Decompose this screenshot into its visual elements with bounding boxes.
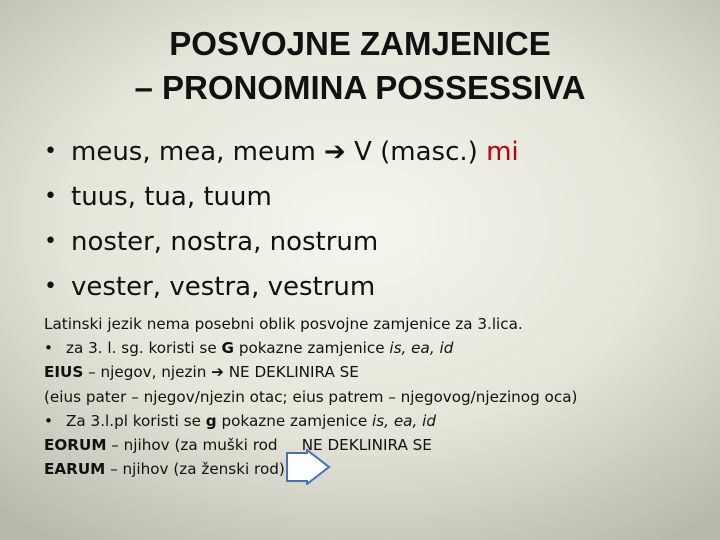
- notes-eius: EIUS – njegov, njezin ➔ NE DEKLINIRA SE: [44, 363, 359, 382]
- list-item: [44, 177, 519, 222]
- list-item: [44, 132, 519, 177]
- list-item-text: tuus, tua, tuum: [71, 182, 272, 212]
- list-item-text: noster, nostra, nostrum: [71, 227, 379, 257]
- notes-eorum: EORUM – njihov (za muški rod NE DEKLINIRA SE: [44, 436, 432, 455]
- list-item-text: meus, mea, meum ➔ V (masc.): [71, 137, 487, 167]
- notes-example: (eius pater – njegov/njezin otac; eius patrem – njegovog/njezinog oca): [44, 387, 578, 406]
- notes-plural-rule: • Za 3.l.pl koristi se g pokazne zamjenice is, ea, id: [44, 409, 604, 433]
- bullet-icon: •: [44, 274, 57, 299]
- bullet-icon: •: [44, 339, 53, 358]
- bullet-icon: •: [44, 139, 57, 164]
- notes-singular-rule: • za 3. l. sg. koristi se G pokazne zamjenice is, ea, id: [44, 336, 604, 360]
- list-item: [44, 267, 519, 312]
- notes-intro: Latinski jezik nema posebni oblik posvojne zamjenice za 3.lica.: [44, 315, 523, 333]
- list-item-text: vester, vestra, vestrum: [71, 272, 376, 302]
- bullet-icon: •: [44, 411, 53, 430]
- notes-earum: EARUM – njihov (za ženski rod): [44, 460, 285, 479]
- title-line-1: POSVOJNE ZAMJENICE: [169, 25, 551, 62]
- bullet-icon: •: [44, 229, 57, 254]
- list-item: [44, 222, 519, 267]
- bullet-icon: •: [44, 184, 57, 209]
- title-line-2: – PRONOMINA POSSESSIVA: [134, 69, 586, 106]
- translation-accent: mi: [486, 137, 519, 167]
- pronoun-list: [44, 132, 519, 312]
- right-block-arrow-icon: [285, 449, 331, 485]
- slide-title: [0, 22, 720, 110]
